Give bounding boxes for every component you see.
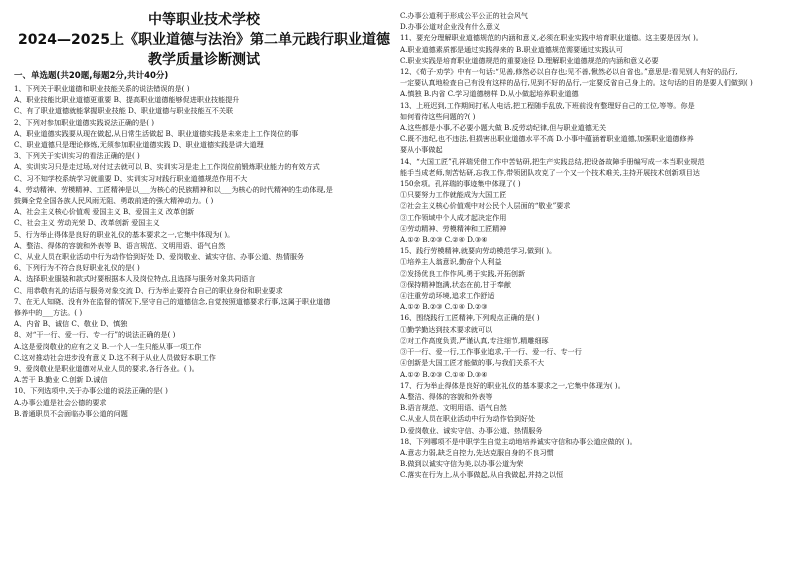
- question-line: 修养中的___方法。( ): [14, 308, 83, 318]
- question-line: 10、下列选项中,关于办事公道的说法正确的是( ): [14, 386, 168, 396]
- question-line: 150余项。孔祥瑞的事迹集中体现了( ): [400, 179, 521, 189]
- question-line: A.①② B.②③ C.①④ D.②③: [400, 302, 488, 312]
- question-line: A.慎独 B.内省 C.学习道德榜样 D.从小做起培养职业道德: [400, 89, 579, 99]
- question-line: 13、上班迟到,工作期间打私人电话,把工程随手乱放,下班前没有整理好自己的工位,等等。你是: [400, 100, 695, 110]
- question-line: C.从业人员在职业活动中行为动作恰到好处: [400, 414, 536, 424]
- question-line: 一定要认真地检查自己有没有这样的品行,见到不好的品行,一定要反省自己身上的。这句话的目的是要人们做到( ): [400, 78, 753, 88]
- section-heading: 一、单选题(共20题,每题2分,共计40分): [14, 71, 169, 81]
- question-line: ①只要努力工作就能成为大国工匠: [400, 190, 507, 200]
- question-line: A.①② B.②③ C.①④ D.③④: [400, 369, 488, 379]
- question-line: C、社会主义 劳动光荣 D、改革创新 爱国主义: [14, 218, 160, 228]
- question-line: ③工作领域中个人成才起决定作用: [400, 212, 507, 222]
- question-line: 15、践行劳模精神,就要向劳动模范学习,做到( )。: [400, 246, 557, 256]
- question-line: 3、下列关于实训实习的看法正确的是( ): [14, 151, 140, 161]
- question-line: 1、下列关于职业道德和职业技能关系的说法错误的是( ): [14, 84, 190, 93]
- question-line: D.爱岗敬业、诚实守信、办事公道、热情服务: [400, 425, 543, 435]
- question-line: ④劳动精神、劳模精神和工匠精神: [400, 223, 507, 233]
- question-line: 8、对“干一行、爱一行、专一行”的说法正确的是( ): [14, 330, 176, 340]
- question-line: ②社会主义核心价值观中对公民个人层面的“敬业”要求: [400, 201, 571, 211]
- school-title: 中等职业技术学校: [148, 12, 260, 28]
- question-line: C、职业道德只是理论修炼,无须参加职业道德实践 D、职业道德实践是讲大道理: [14, 140, 264, 150]
- question-line: 2、下列对参加职业道德实践说法正确的是( ): [14, 117, 154, 127]
- question-line: 17、行为举止得体是良好的职业礼仪的基本要求之一,它集中体现为( )。: [400, 380, 625, 390]
- question-line: A.办事公道是社会公德的要求: [14, 397, 107, 407]
- question-line: ②对工作高度负责,严谨认真,专注细节,精雕细琢: [400, 335, 549, 345]
- question-line: ③保持精神饱满,状态在前,甘于奉献: [400, 279, 511, 289]
- question-line: B.语言规范、文明用语、语气自然: [400, 403, 507, 413]
- question-line: A.整洁、得体的容貌和外表等: [400, 391, 493, 401]
- question-line: D.办事公道对企业没有什么意义: [400, 22, 500, 32]
- question-line: 16、围绕践行工匠精神,下列观点正确的是( ): [400, 313, 540, 323]
- question-line: C.既不违纪,也不违法,但损害出职业道德水平不高 D.小事中蕴涵着职业道德,加强职业道德修养: [400, 134, 694, 144]
- question-line: 7、在无人知晓、没有外在监督的情况下,坚守自己的道德信念,自觉按照道德要求行事,这属于职业道德: [14, 296, 331, 306]
- exam-subtitle: 教学质量诊断测试: [148, 52, 260, 68]
- question-line: 6、下列行为不符合良好职业礼仪的是( ): [14, 263, 140, 273]
- question-line: C、有了职业道德就能掌握职业技能 D、职业道德与职业技能互不关联: [14, 106, 234, 116]
- question-line: ④注重劳动环境,追求工作舒适: [400, 291, 495, 301]
- question-line: A.这些都是小事,不必要小题大做 B.反劳动纪律,但与职业道德无关: [400, 123, 607, 133]
- question-line: A、内省 B、诚信 C、敬业 D、慎独: [14, 319, 128, 329]
- exam-title: 2024—2025上《职业道德与法治》第二单元践行职业道德: [18, 32, 390, 48]
- question-line: ④创新是大国工匠才能做的事,与我们关系不大: [400, 358, 545, 368]
- question-line: C、用恭敬有礼的话语与服务对象交流 D、行为举止要符合自己的职业身份和职业要求: [14, 285, 283, 295]
- question-line: 12、《荀子·劝学》中有一句话:“见善,修然必以自存也;见不善,愀然必以自省也。”意思是:看见别人有好的品行,: [400, 67, 738, 77]
- question-line: 9、爱岗敬业是职业道德对从业人员的要求,各行各业。( )。: [14, 364, 199, 374]
- question-line: C、从业人员在职业活动中行为动作恰到好处 D、爱岗敬业、诚实守信、办事公道、热情服务: [14, 252, 305, 262]
- question-line: C.职业实践是培育职业道德规范的重要途径 D.理解职业道德规范的内涵和意义必要: [400, 55, 659, 65]
- question-line: A、职业道德实践要从现在做起,从日常生活做起 B、职业道德实践是未来走上工作岗位的事: [14, 128, 299, 138]
- question-line: 要从小事做起: [400, 145, 443, 155]
- left-column: [14, 10, 394, 419]
- right-question-list: [400, 10, 780, 481]
- question-line: C.这对推动社会进步没有意义 D.这不利于从业人员做好本职工作: [14, 352, 216, 362]
- question-line: ①勤学勤达到技术要求就可以: [400, 324, 493, 334]
- question-line: A、选择职业服装和款式时要根据本人及岗位特点,且选择与服务对象共同语言: [14, 274, 256, 284]
- right-column: [400, 10, 780, 481]
- question-line: 能手当成老师,刻苦钻研,忘我工作,带领团队攻克了一个又一个技术难关,主持开展技术创新项目达: [400, 167, 700, 177]
- question-line: C.办事公道利于形成公平公正的社会风气: [400, 11, 529, 20]
- question-line: ②发扬优良工作作风,勇于实践,开拓创新: [400, 268, 526, 278]
- left-question-list: [14, 83, 394, 419]
- question-line: A、社会主义核心价值观 爱国主义 B、爱国主义 改革创新: [14, 207, 195, 217]
- question-line: C、习不知学校系统学习就重要 D、实训实习对践行职业道德规范作用不大: [14, 173, 248, 183]
- question-line: 14、“大国工匠”孔祥瑞凭借工作中苦钻研,把生产实践总结,把设备故障手册编写成一本当职业规范: [400, 156, 705, 166]
- question-line: 11、要充分理解职业道德规范的内涵和意义,必须在职业实践中培育职业道德。这主要是因为( )。: [400, 33, 703, 43]
- question-line: A.这是爱岗敬业的应有之义 B.一个人一生只能从事一项工作: [14, 341, 202, 351]
- question-line: ①培养主人翁意识,勤奋个人利益: [400, 257, 502, 267]
- question-line: B.做到以诚实守信为美,以办事公道为荣: [400, 459, 524, 469]
- question-line: A.①② B.②③ C.②④ D.③④: [400, 235, 488, 245]
- question-line: A.意志力弱,缺乏自控力,先达克服自身的不良习惯: [400, 447, 554, 457]
- question-line: A、实训实习只是走过场,对付过去就可以 B、实训实习是走上工作岗位前锻炼职业能力的有效方式: [14, 162, 320, 172]
- question-line: A、整洁、得体的容貌和外表等 B、语言规范、文明用语、语气自然: [14, 240, 226, 250]
- question-line: A、职业技能比职业道德更重要 B、提高职业道德能够促进职业技能提升: [14, 95, 240, 105]
- question-line: C.落实在行为上,从小事做起,从自我做起,并持之以恒: [400, 470, 564, 480]
- question-line: B.普通职员不会面临办事公道的问题: [14, 408, 128, 418]
- question-line: A.苦干 B.勤业 C.创新 D.诚信: [14, 375, 108, 385]
- question-line: 5、行为举止得体是良好的职业礼仪的基本要求之一,它集中体现为( )。: [14, 229, 235, 239]
- question-line: 鼓舞全党全国各族人民风雨无阻、勇敢前进的强大精神动力。( ): [14, 196, 214, 206]
- question-line: ③干一行、爱一行,工作事业追求,干一行、爱一行、专一行: [400, 347, 582, 357]
- question-line: 18、下列哪项不是中职学生自觉主动地培养诚实守信和办事公道应做的( )。: [400, 436, 637, 446]
- question-line: 如何看待这些问题的?( ): [400, 111, 476, 121]
- question-line: 4、劳动精神、劳模精神、工匠精神是以___为核心的民族精神和以___为核心的时代精神的生动体现,是: [14, 184, 333, 194]
- question-line: A.职业道德素质都是通过实践得来的 B.职业道德规范需要通过实践认可: [400, 44, 623, 54]
